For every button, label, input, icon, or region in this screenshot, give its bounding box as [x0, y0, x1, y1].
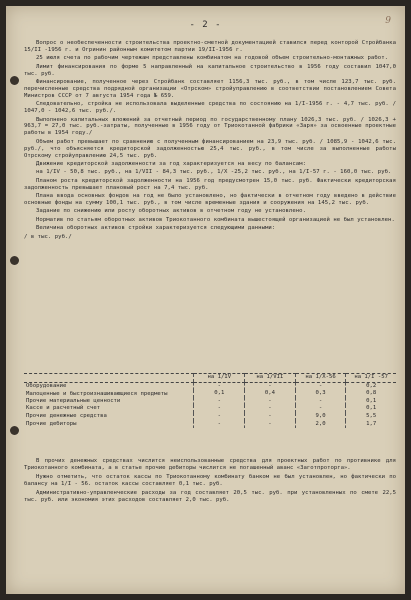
paragraph: Нужно отметить, что остаток кассы по Триокотанному комбинату банком не был установлен, но фактически по балансу на 1/I - 56. остаток кассы составляет 0,1 тыс. руб.	[24, 473, 396, 487]
table-cell: -	[245, 421, 296, 429]
handwritten-page-mark: 9	[385, 16, 391, 26]
table-header-cell: на 1/IV	[194, 374, 245, 383]
paragraph: Задание по снижению или росту оборотных активов в отчетном году не установлено.	[36, 208, 306, 215]
table-cell-label: Малоценные и быстроизнашивающиеся предметы	[26, 390, 168, 397]
table-header-cell	[24, 374, 194, 383]
paragraph: Величина оборотных активов стройки характеризуется следующими данными:	[36, 225, 276, 232]
punch-hole	[10, 256, 19, 265]
table-header-row	[24, 374, 396, 383]
punch-hole	[10, 426, 19, 435]
table-cell: -	[295, 405, 346, 413]
closing-text	[24, 458, 396, 505]
table-row	[24, 390, 396, 398]
paragraph: Плана ввода основных фондов на год не было установлено, но фактически в отчетном году введено в действие основные фонды на сумму 100,1 тыс. руб., в том числе временные здания и сооружения на 145,2 тыс. руб.	[24, 193, 396, 207]
table-row	[24, 405, 396, 413]
table-cell: 5,5	[346, 413, 396, 421]
table-cell: 0,2	[346, 382, 396, 390]
table-cell: 0,4	[245, 390, 296, 398]
page-number: - 2 -	[189, 20, 222, 30]
table-cell: 1,7	[346, 421, 396, 429]
paragraph: Планом роста кредиторской задолженности на 1956 год предусмотрен 15,0 тыс. руб. Фактически кредиторская задолженность превышает плановый рост на 7,4 тыс. руб.	[24, 177, 396, 191]
table-cell: -	[194, 413, 245, 421]
table-cell: 9,0	[295, 413, 346, 421]
table-cell: 0,3	[295, 390, 346, 398]
table-cell-label: Прочие материальные ценности	[26, 397, 121, 404]
unit-label: / в тыс. руб./	[24, 233, 72, 240]
table-row	[24, 421, 396, 429]
table-row	[24, 413, 396, 421]
table-cell: -	[245, 382, 296, 390]
paragraph: Норматив по статьям оборотных активов Триокотанного комбината вышестоящей организацией не был установлен.	[36, 216, 395, 223]
table-cell: -	[194, 382, 245, 390]
paragraph: 25 июля счета по рабочим чертежам представлены комбинатом на годовой объем строительно-монтажных работ.	[36, 55, 389, 62]
table-cell: -	[194, 421, 245, 429]
table-cell: 2,0	[295, 421, 346, 429]
table-cell-label: Прочие денежные средства	[26, 412, 107, 419]
table-header-cell: на 1/I -57	[346, 374, 396, 383]
paragraph: Финансирование, полученное через Стройбанк составляет 1156,3 тыс. руб., в том числе 123,7 тыс. руб. перечисленные средства подрядной организации «Отрском» стройуправлению в соответствии постановлением Совета Министров СССР от 7 августа 1954 года № 659.	[24, 79, 396, 99]
paragraph: на 1/IV - 50,8 тыс. руб., на 1/VII - 84,3 тыс. руб., 1/X -25,2 тыс. руб., на 1/I-57 г. - 160,0 тыс. руб.	[36, 169, 392, 176]
paragraph: Объем работ превышает по сравнению с полученным финансированием на 23,9 тыс. руб. / 1085,9 - 1042,6 тыс. руб./, что объясняется кредиторской задолженностью 25,4 тыс. руб., в том числе за выполненные работы Отрскому стройуправлению 24,5 тыс. руб.	[24, 138, 396, 159]
table-cell: -	[245, 413, 296, 421]
table-cell-label: Оборудование	[26, 382, 67, 389]
table-cell: -	[194, 405, 245, 413]
table-row	[24, 398, 396, 406]
table-cell: 0,8	[346, 390, 396, 398]
table-cell: -	[194, 398, 245, 406]
paragraph: Административно-управленческие расходы за год составляет 20,5 тыс. руб. при установленных по смете 22,5 тыс. руб. или экономия этих расходов составляет 2,0 тыс. руб.	[24, 489, 396, 503]
table-cell: -	[245, 405, 296, 413]
table-cell: -	[245, 398, 296, 406]
table-cell-label: Прочие дебиторы	[26, 420, 77, 427]
document-page	[6, 6, 405, 594]
table-cell: -	[295, 382, 346, 390]
table-cell-label: Кассе и расчетный счет	[26, 405, 101, 412]
table-row	[24, 382, 396, 390]
punch-hole	[10, 76, 19, 85]
table-cell: 0,1	[194, 390, 245, 398]
paragraph: Лимит финансирования по форме 5 направленный на капитальное строительство в 1956 году составил 1047,0 тыс. руб.	[24, 63, 396, 77]
body-text	[24, 40, 396, 242]
paragraph: Вопрос о необеспеченности строительства проектно-сметной документацией ставился перед конторой Стройбанка 15/II -1956 г. и Огринин районным комитетом партии 19/II-1956 г.	[24, 40, 396, 53]
paragraph: Следовательно, стройка не использовала выделенные средства по состоянию на 1/I-1956 г. - 4,7 тыс. руб. / 1047,0 - 1042,6 тыс. руб./.	[24, 101, 396, 115]
table-header-cell: на 1/VII	[245, 374, 296, 383]
current-assets-table	[24, 373, 396, 428]
paragraph: Движение кредиторской задолженности за год характеризуется на весу по балансам:	[36, 161, 306, 167]
paragraph: В прочих денежных средствах числится неиспользованные средства для проектных работ по противнике для Триокотанного комбината, а в статье прочие дебиторы числится не погашенный аванс «Заготпроторга».	[24, 458, 396, 471]
paragraph: Выполнено капитальных вложений за отчетный период по государственному плану 1026,3 тыс. руб. / 1026,3 + 963,7 = 27,0 тыс. руб.-затраты, полученные в 1956 году от Триокотанной фабрики «Заря» за освоенные проектные работы в 1954 году./	[24, 116, 396, 137]
table-cell: 0,1	[346, 405, 396, 413]
table-header-cell: на 1/X-56	[295, 374, 346, 383]
table-cell: 0,1	[346, 398, 396, 406]
table-cell: -	[295, 398, 346, 406]
